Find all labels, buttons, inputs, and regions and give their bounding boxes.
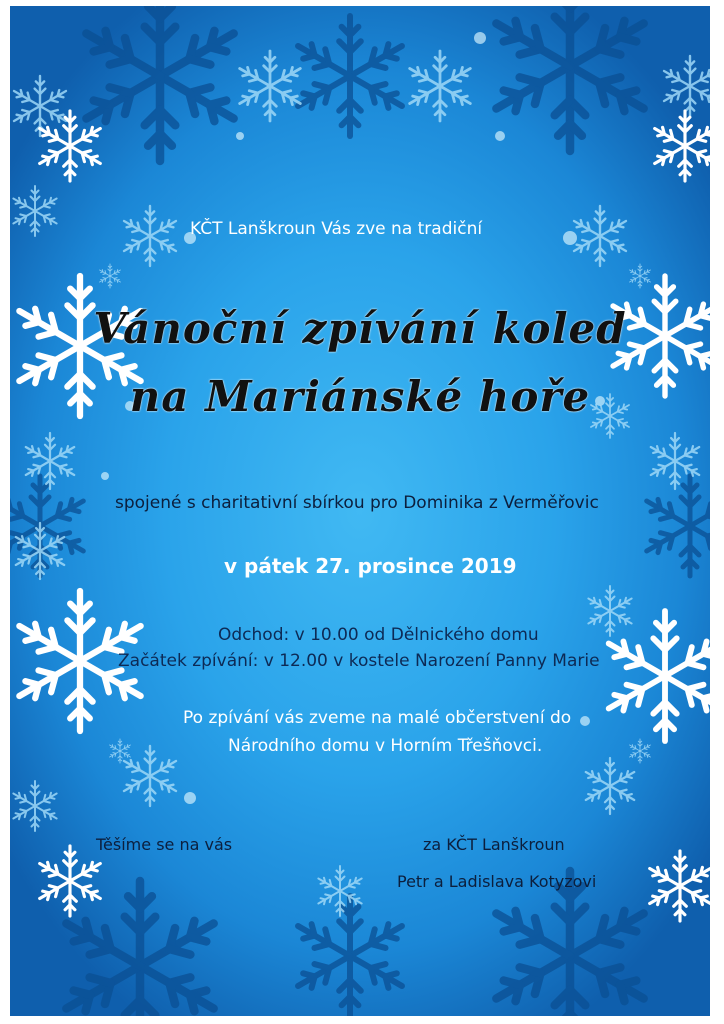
- event-title-line-1: Vánoční zpívání koled: [93, 304, 627, 353]
- departure-info: Odchod: v 10.00 od Dělnického domu: [218, 625, 539, 645]
- closing-greeting: Těšíme se na vás: [96, 835, 233, 854]
- singing-start-info: Začátek zpívání: v 12.00 v kostele Narození Panny Marie: [118, 651, 600, 671]
- poster: [10, 6, 710, 1016]
- event-title-line-2: na Mariánské hoře: [129, 372, 591, 421]
- event-date: v pátek 27. prosince 2019: [224, 554, 517, 578]
- signatories: Petr a Ladislava Kotyzovi: [397, 872, 597, 891]
- refreshment-info-line-2: Národního domu v Horním Třešňovci.: [228, 736, 543, 756]
- refreshment-info-line-1: Po zpívání vás zveme na malé občerstvení do: [183, 708, 572, 728]
- invitation-intro: KČT Lanškroun Vás zve na tradiční: [190, 219, 483, 239]
- signed-for: za KČT Lanškroun: [423, 835, 565, 854]
- charity-note: spojené s charitativní sbírkou pro Dominika z Verměřovic: [115, 493, 599, 513]
